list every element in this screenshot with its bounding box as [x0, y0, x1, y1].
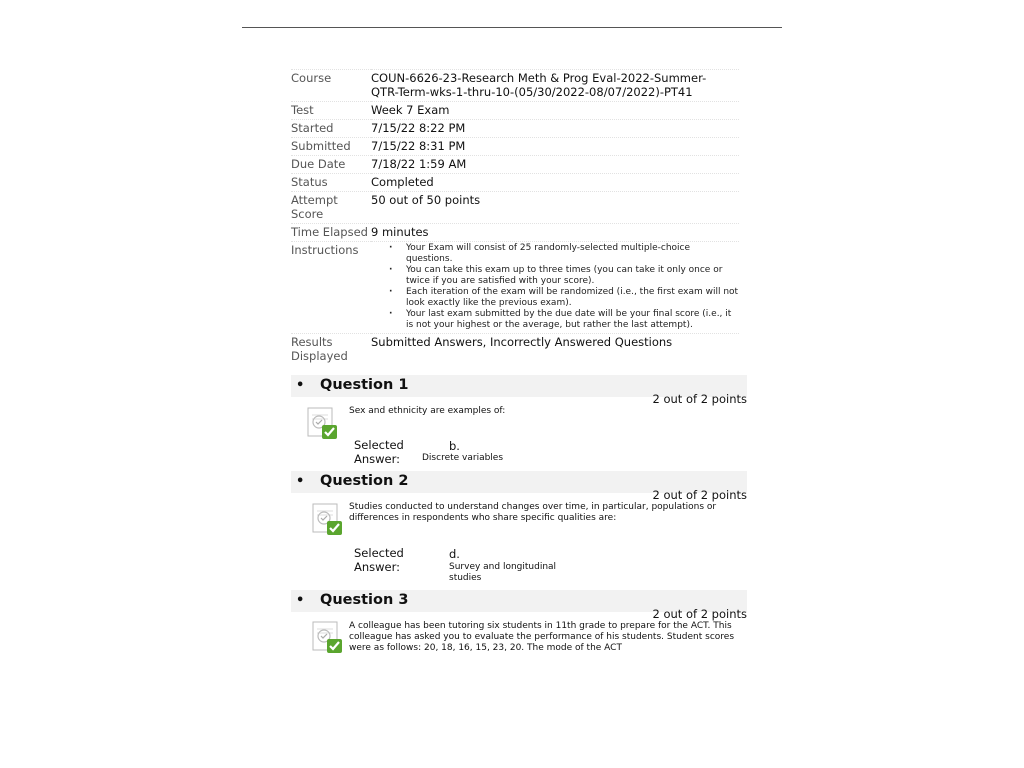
- instruction-item: · You can take this exam up to three times (you can take it only once or twice if you are satisfied with your score).: [406, 265, 739, 286]
- status-value: Completed: [371, 174, 739, 192]
- question-1-text: Sex and ethnicity are examples of:: [349, 406, 506, 416]
- started-value: 7/15/22 8:22 PM: [371, 120, 739, 138]
- question-3-points: 2 out of 2 points: [652, 607, 747, 621]
- top-divider: [242, 27, 782, 28]
- correct-check-icon: [311, 621, 345, 655]
- correct-check-icon: [306, 407, 340, 441]
- summary-row-status: [291, 174, 739, 192]
- instruction-item: · Your last exam submitted by the due date will be your final score (i.e., it is not your highest or the average, but rather the last attempt).: [406, 309, 739, 330]
- due-date-label: Due Date: [291, 156, 371, 174]
- attempt-summary-table: [291, 69, 739, 365]
- bullet-icon: •: [296, 378, 305, 393]
- instructions-list: [371, 243, 739, 330]
- submitted-label: Submitted: [291, 138, 371, 156]
- due-date-value: 7/18/22 1:59 AM: [371, 156, 739, 174]
- summary-row-due-date: [291, 156, 739, 174]
- question-2-answer-letter: d.: [449, 547, 460, 561]
- question-1-selected-label: Selected Answer:: [354, 438, 404, 466]
- course-label: Course: [291, 70, 371, 102]
- submitted-value: 7/15/22 8:31 PM: [371, 138, 739, 156]
- test-value: Week 7 Exam: [371, 102, 739, 120]
- course-value: COUN-6626-23-Research Meth & Prog Eval-2022-Summer-QTR-Term-wks-1-thru-10-(05/30/2022-08/07/2022)-PT41: [371, 70, 739, 102]
- bullet-icon: •: [296, 474, 305, 489]
- instructions-value: [371, 242, 739, 334]
- instruction-item: · Each iteration of the exam will be randomized (i.e., the first exam will not look exactly like the previous exam).: [406, 287, 739, 308]
- test-label: Test: [291, 102, 371, 120]
- question-3-text: A colleague has been tutoring six students in 11th grade to prepare for the ACT. This colleague has asked you to evaluate the performance of his students. Student scores were as follows: 20, 18, 16, 15, 23, 20. The mode of the ACT: [349, 621, 735, 653]
- attempt-score-label: Attempt Score: [291, 192, 371, 224]
- summary-row-submitted: [291, 138, 739, 156]
- summary-row-test: [291, 102, 739, 120]
- summary-row-attempt-score: [291, 192, 739, 224]
- summary-row-time-elapsed: [291, 224, 739, 242]
- instruction-item: · Your Exam will consist of 25 randomly-selected multiple-choice questions.: [406, 243, 739, 264]
- summary-row-course: [291, 70, 739, 102]
- results-displayed-label: Results Displayed: [291, 334, 371, 366]
- question-2-text: Studies conducted to understand changes over time, in particular, populations or differences in respondents who share specific qualities are:: [349, 502, 717, 523]
- question-1-points: 2 out of 2 points: [652, 392, 747, 406]
- question-2-selected-label: Selected Answer:: [354, 546, 404, 574]
- question-1-title: Question 1: [320, 377, 409, 393]
- correct-check-icon: [311, 503, 345, 537]
- question-1-answer-text: Discrete variables: [422, 453, 504, 463]
- results-displayed-value: Submitted Answers, Incorrectly Answered Questions: [371, 334, 739, 366]
- time-elapsed-value: 9 minutes: [371, 224, 739, 242]
- question-1-answer-letter: b.: [449, 439, 460, 453]
- status-label: Status: [291, 174, 371, 192]
- question-2-title: Question 2: [320, 473, 409, 489]
- question-3-title: Question 3: [320, 592, 409, 608]
- summary-row-results-displayed: [291, 334, 739, 366]
- time-elapsed-label: Time Elapsed: [291, 224, 371, 242]
- started-label: Started: [291, 120, 371, 138]
- instructions-label: Instructions: [291, 242, 371, 334]
- attempt-score-value: 50 out of 50 points: [371, 192, 739, 224]
- question-2-answer-text: Survey and longitudinal studies: [449, 562, 557, 583]
- summary-row-started: [291, 120, 739, 138]
- bullet-icon: •: [296, 593, 305, 608]
- question-2-points: 2 out of 2 points: [652, 488, 747, 502]
- summary-row-instructions: [291, 242, 739, 334]
